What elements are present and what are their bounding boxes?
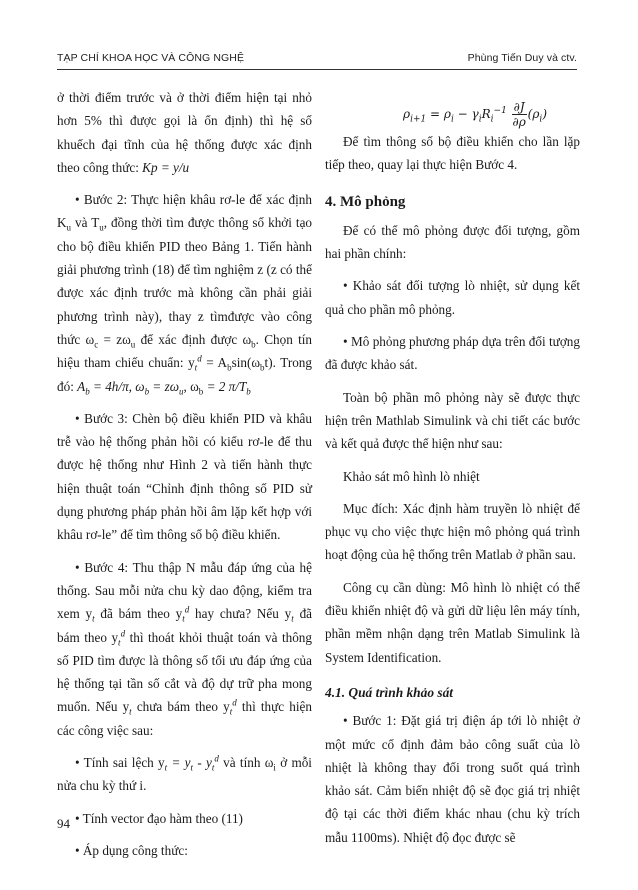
bullet-apply-formula: • Áp dụng công thức: — [75, 842, 188, 858]
section-4-survey-label: Khảo sát mô hình lò nhiệt — [343, 468, 480, 484]
subsection-4-1-title: 4.1. Quá trình khảo sát — [325, 684, 453, 700]
section-4-bullet-1: • Khảo sát đối tượng lò nhiệt, sử dụng kết quả cho phần mô phỏng. — [325, 278, 580, 317]
update-formula: $\rho_{i+1} = \rho_i - \gamma_iR_i^{-1}$ $\frac{\partial J}{\partial\rho}$ $(\rho_i)$ — [403, 100, 547, 129]
authors: Phùng Tiến Duy và ctv. — [467, 52, 577, 64]
gain-formula: Kp = y/u — [142, 159, 190, 175]
section-4-title: 4. Mô phỏng — [325, 193, 406, 210]
paragraph-stability: ở thời điểm trước và ở thời điểm hiện tại nhỏ hơn 5% thì được gọi là ổn định) thì hệ số khuếch đại tĩnh của hệ thống được xác định theo công thức: Kp = y/u — [57, 90, 312, 175]
section-4-bullet-2: • Mô phỏng phương pháp dựa trên đối tượng đã được khảo sát. — [325, 334, 580, 373]
header-rule — [57, 69, 577, 70]
left-column — [57, 86, 312, 862]
bullet-gradient: • Tính vector đạo hàm theo (11) — [75, 810, 243, 826]
section-4-tools: Công cụ cần dùng: Mô hình lò nhiệt có thể điều khiển nhiệt độ và gửi dữ liệu lên máy tính, phần mềm nhận dạng trên Matlab Simulink là System Identification. — [325, 579, 580, 665]
paragraph-iterate: Để tìm thông số bộ điều khiển cho lần lặp tiếp theo, quay lại thực hiện Bước 4. — [325, 134, 580, 173]
right-column — [325, 86, 580, 849]
step-3: • Bước 3: Chèn bộ điều khiển PID và khâu trễ vào hệ thống phản hồi có kiểu rơ-le để thu được hệ thống như Hình 2 và tiến hành thực hiện thuật toán “Chỉnh định thông số PID sử dụng phương pháp phản hồi âm lặp kết hợp với khâu rơ-le” để tìm thông số bộ điều khiển. — [57, 410, 312, 543]
step-2: • Bước 2: Thực hiện khâu rơ-le để xác định $K_u$ và $T_u$, đồng thời tìm được thông số khởi tạo cho bộ điều khiển PID theo Bảng 1. Tiến hành giải phương trình (18) để tìm nghiệm z (z có thể được xác định trước mà không cần phải giải phương trình này), thay z tìmđược vào công thức $\omega_c = z\omega_u$ để xác định được $\omega_b$. Chọn tín hiệu tham chiếu chuẩn: $y_t^d = A_b\sin(\omega_bt)$. Trong đó: $A_b = 4h/\pi$, $\omega_b = z\omega_u$, $\omega_b = 2$ $\pi/T_b$ — [57, 192, 313, 397]
section-4-intro: Để có thể mô phỏng được đối tượng, gồm hai phần chính: — [325, 222, 580, 262]
section-4-paragraph-simulink: Toàn bộ phần mô phỏng này sẽ được thực hiện trên Mathlab Simulink và chi tiết các bước và kết quả được thể hiện như sau: — [325, 389, 580, 452]
section-4-purpose: Mục đích: Xác định hàm truyền lò nhiệt để phục vụ cho việc thực hiện mô phỏng quá trình hoạt động của hệ thống trên Matlab ở phần sau. — [325, 500, 580, 563]
bullet-error: • Tính sai lệch $y_t = y_t - y_t^d$ và tính $\omega_i$ ở mỗi nửa chu kỳ thứ i. — [57, 753, 312, 794]
subsection-4-1-step-1: • Bước 1: Đặt giá trị điện áp tới lò nhiệt ở một mức cố định đảm bảo công suất của lò nhiệt là không thay đổi trong suốt quá trình khảo sát. Cảm biến nhiệt độ sẽ đọc giá trị nhiệt độ tại các thời điểm khác nhau (chu kỳ trích mẫu 1100ms). Nhiệt độ đọc được sẽ — [325, 713, 580, 845]
journal-name: TẠP CHÍ KHOA HỌC VÀ CÔNG NGHỆ — [57, 52, 245, 64]
step-4: • Bước 4: Thu thập N mẫu đáp ứng của hệ thống. Sau mỗi nửa chu kỳ dao động, kiểm tra xem $y_t$ đã bám theo $y_t^d$ hay chưa? Nếu $y_t$ đã bám theo $y_t^d$ thì thoát khỏi thuật toán và thông số PID tìm được là thông số tối ưu đáp ứng của hệ thống tại tần số cắt và độ dự trữ pha mong muốn. Nếu $y_t$ chưa bám theo $y_t^d$ thì thực hiện các công việc sau: — [57, 559, 313, 738]
page-number: 94 — [57, 816, 70, 831]
